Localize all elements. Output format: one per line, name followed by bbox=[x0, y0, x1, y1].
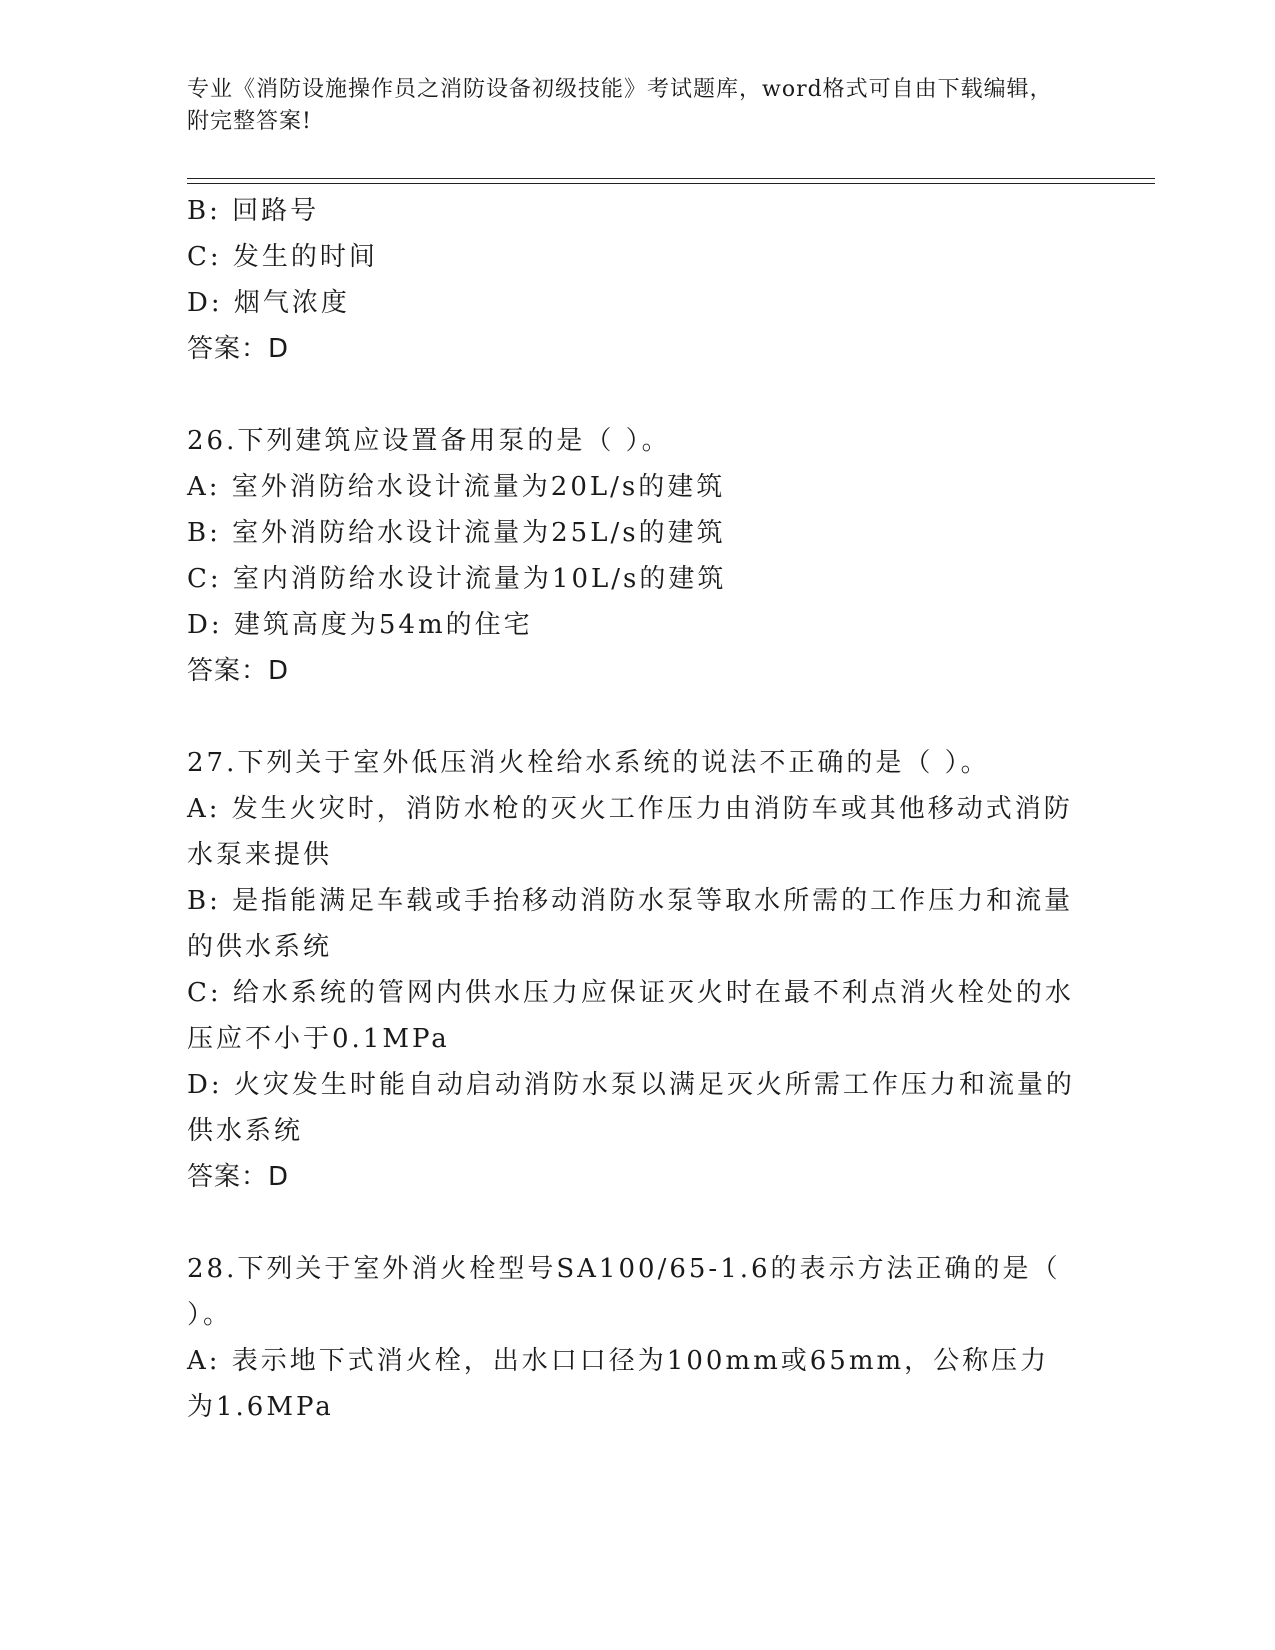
q26-option-b: B: 室外消防给水设计流量为25L/s的建筑 bbox=[187, 518, 726, 548]
q25-option-d: D: 烟气浓度 bbox=[187, 288, 350, 318]
q26-stem: 26.下列建筑应设置备用泵的是（ ）。 bbox=[187, 426, 671, 456]
q28-stem: 28.下列关于室外消火栓型号SA100/65-1.6的表示方法正确的是（ ）。 bbox=[187, 1254, 1061, 1330]
q26-option-a: A: 室外消防给水设计流量为20L/s的建筑 bbox=[187, 472, 726, 502]
q27-option-c: C: 给水系统的管网内供水压力应保证灭火时在最不利点消火栓处的水压应不小于0.1MPa bbox=[187, 978, 1074, 1054]
q25-option-b: B: 回路号 bbox=[187, 196, 320, 226]
document-header: 专业《消防设施操作员之消防设备初级技能》考试题库，word格式可自由下载编辑，附完整答案! bbox=[187, 77, 1053, 134]
document-body bbox=[187, 188, 1077, 1430]
q25-option-c: C: 发生的时间 bbox=[187, 242, 378, 272]
spacer bbox=[187, 372, 1077, 418]
q25-answer: 答案：D bbox=[187, 334, 290, 364]
q27-option-a: A: 发生火灾时，消防水枪的灭火工作压力由消防车或其他移动式消防水泵来提供 bbox=[187, 794, 1073, 870]
q28-option-a: A: 表示地下式消火栓，出水口口径为100mm或65mm，公称压力为1.6MPa bbox=[187, 1346, 1050, 1422]
q27-option-d: D: 火灾发生时能自动启动消防水泵以满足灭火所需工作压力和流量的供水系统 bbox=[187, 1070, 1075, 1146]
q27-option-b: B: 是指能满足车载或手抬移动消防水泵等取水所需的工作压力和流量的供水系统 bbox=[187, 886, 1074, 962]
q26-option-c: C: 室内消防给水设计流量为10L/s的建筑 bbox=[187, 564, 727, 594]
q26-option-d: D: 建筑高度为54m的住宅 bbox=[187, 610, 533, 640]
q27-stem: 27.下列关于室外低压消火栓给水系统的说法不正确的是（ ）。 bbox=[187, 748, 990, 778]
spacer bbox=[187, 1200, 1077, 1246]
spacer bbox=[187, 694, 1077, 740]
q27-answer: 答案：D bbox=[187, 1162, 290, 1192]
header-rule-bottom bbox=[187, 183, 1155, 184]
header-rule-top bbox=[187, 178, 1155, 179]
q26-answer: 答案：D bbox=[187, 656, 290, 686]
